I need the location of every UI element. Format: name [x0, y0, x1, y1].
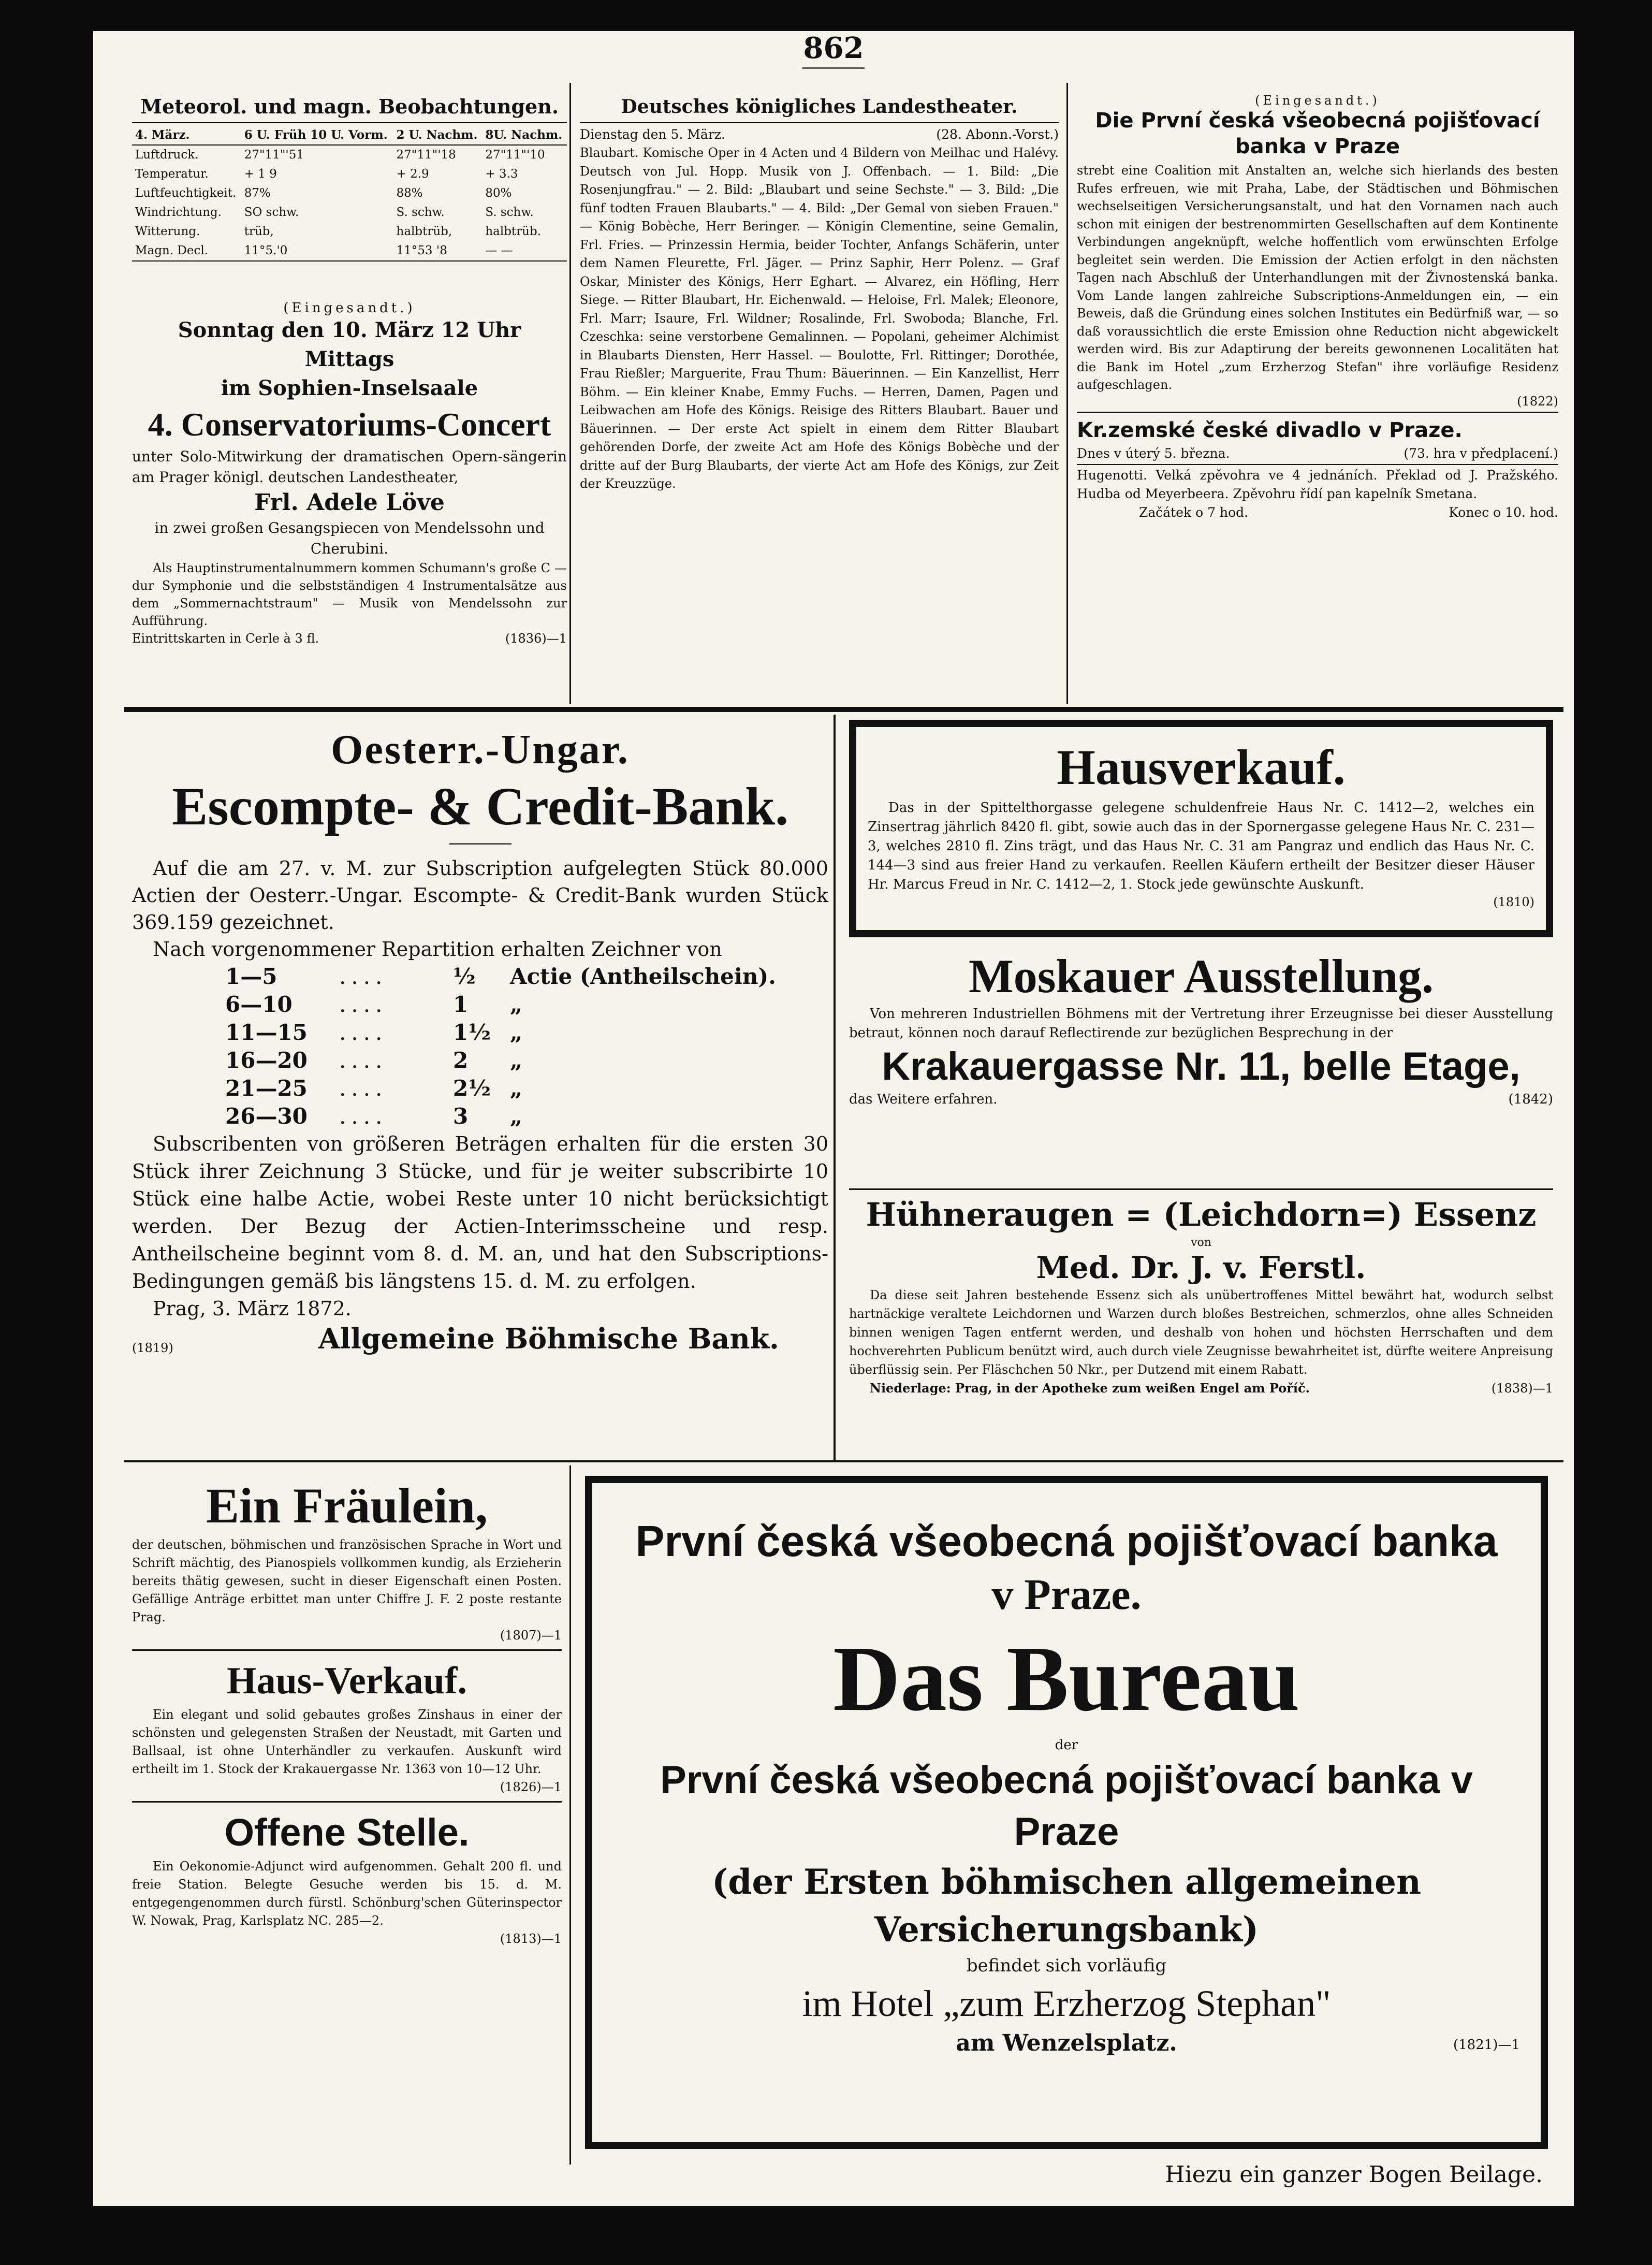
bank-date: Prag, 3. März 1872.	[153, 1297, 352, 1320]
column-divider	[1066, 83, 1068, 704]
meteo-table	[132, 125, 567, 262]
rule	[1077, 464, 1558, 465]
table-cell: + 1 9	[244, 167, 277, 181]
bank-signature: Allgemeine Böhmische Bank.	[318, 1322, 779, 1355]
ad-number: (1822)	[1517, 394, 1558, 409]
table-cell: 27"11"'18	[396, 148, 456, 162]
czech-theater-count: (73. hra v předplacení.)	[1404, 445, 1558, 461]
theater-abonn: (28. Abonn.-Vorst.)	[936, 127, 1059, 142]
table-cell: Actie (Antheilschein).	[510, 964, 776, 989]
rule	[1077, 412, 1558, 413]
bank-ad	[132, 725, 828, 1358]
table-row	[225, 1047, 828, 1075]
table-cell: „	[510, 992, 523, 1017]
prvni-body: strebt eine Coalition mit Anstalten an, welche sich hierlands des besten Rufes erfreuen, wie mit Praha, Labe, der Städtischen und Böhmischen wechselseitigen Versicherungsanstalt, und hat den Vornamen nach auch schon mit einigen der bestrenommirten Gesellschaften auf dem Kontinente Verbindungen angeknüpft, welche hoffentlich vom erwünschten Erfolge begleitet sein werden. Die Emission der Actien erfolgt in den nächsten Tagen nach Abschluß der Unterhandlungen mit der Živnostenská banka. Vom Lande langen zahlreiche Subscriptions-Anmeldungen ein, — ein Beweis, daß die Gründung eines solchen Institutes ein Bedürfniß war, — so daß voraussichtlich die erste Emission ohne Reduction nicht abgewickelt werden wird. Bis zur Adaptirung der bereits gewonnenen Localitäten hat die Bank im Hotel „zum Erzherzog Stefan" ihre vorläufige Residenz aufgeschlagen.	[1077, 163, 1558, 392]
eingesandt-label: (Eingesandt.)	[1255, 93, 1380, 108]
table-cell: Temperatur.	[135, 167, 209, 181]
moskauer-ad	[849, 948, 1553, 1108]
concert-venue: im Sophien-Inselsaale	[221, 376, 478, 400]
bureau-line7: am Wenzelsplatz.	[956, 2030, 1177, 2056]
table-cell: 1	[453, 992, 469, 1017]
haus-verkauf-body: Ein elegant und solid gebautes großes Zinshaus in einer der schönsten und gelegensten Straßen der Neustadt, mit Garten und Ballsaal, ist ohne Unterhändler zu verkaufen. Auskunft wird ertheilt im 1. Stock der Krakauergasse Nr. 1363 von 10—12 Uhr.	[132, 1707, 562, 1776]
prvni-title: Die První česká všeobecná pojišťovací banka v Praze	[1095, 109, 1540, 158]
huehner-von: von	[1191, 1236, 1211, 1249]
table-row	[225, 1075, 828, 1102]
table-cell: 1½	[453, 1020, 491, 1045]
meteo-header: 2 U. Nachm.	[396, 128, 478, 142]
table-cell: Magn. Decl.	[135, 244, 209, 257]
concert-footer: Eintrittskarten in Cerle à 3 fl.	[132, 631, 319, 646]
bureau-title: Das Bureau	[833, 1627, 1300, 1730]
huehner-body: Da diese seit Jahren bestehende Essenz sich als unübertroffenes Mittel bewährt hat, wodurch selbst hartnäckige veraltete Leichdornen und Warzen durch bloßes Bestreichen, schmerzlos, ohne alles Schneiden binnen wenigen Tagen entfernt werden, und deshalb von hohen und höchsten Herrschaften und dem hochverehrten Publicum benützt wird, auch durch viele Zeugnisse bewahrheitet ist, dürfte weitere Anpreisung überflüssig sein. Per Fläschchen 50 Nkr., per Dutzend mit einem Rabatt.	[849, 1288, 1553, 1377]
table-row	[132, 184, 567, 203]
bureau-der: der	[1055, 1737, 1078, 1753]
concert-body: Als Hauptinstrumentalnummern kommen Schumann's große C — dur Symphonie und die selbstständigen 4 Instrumentalsätze aus dem „Sommernachtstraum" — Musik von Mendelssohn zur Aufführung.	[132, 561, 567, 628]
theater-date: Dienstag den 5. März.	[580, 127, 725, 142]
table-cell: ....	[339, 1048, 388, 1073]
table-cell: — —	[485, 244, 513, 257]
bureau-ad	[585, 1476, 1548, 2149]
table-cell: + 3.3	[485, 167, 518, 181]
bureau-line6: im Hotel „zum Erzherzog Stephan"	[802, 1983, 1331, 2024]
rule	[849, 1188, 1553, 1190]
table-cell: ....	[339, 1104, 388, 1129]
table-cell: ....	[339, 1076, 388, 1101]
meteo-header: 4. März.	[135, 128, 190, 142]
ad-number: (1838)—1	[1491, 1381, 1553, 1396]
ad-number: (1821)—1	[1453, 2037, 1520, 2053]
bank-repart: Nach vorgenommener Repartition erhalten Zeichner von	[153, 938, 722, 961]
table-row	[132, 145, 567, 165]
rule	[132, 122, 567, 123]
moskauer-tail: das Weitere erfahren.	[849, 1092, 998, 1107]
table-cell: 16—20	[225, 1048, 308, 1073]
table-cell: Windrichtung.	[135, 206, 222, 219]
ad-number: (1826)—1	[500, 1780, 562, 1794]
table-cell: 11°53 '8	[396, 244, 447, 257]
table-cell: „	[510, 1076, 523, 1101]
meteo-title: Meteorol. und magn. Beobachtungen.	[140, 95, 559, 118]
newspaper-page	[93, 31, 1574, 2206]
moskauer-body: Von mehreren Industriellen Böhmens mit der Vertretung ihrer Erzeugnisse bei dieser Ausstellung betraut, können noch darauf Reflectirende zur bezüglichen Besprechung in der	[849, 1006, 1553, 1041]
bank-title: Oesterr.-Ungar.	[331, 727, 630, 773]
table-cell: 1—5	[225, 964, 277, 989]
hausverkauf-body: Das in der Spittelthorgasse gelegene schuldenfreie Haus Nr. C. 1412—2, welches ein Zinsertrag jährlich 8420 fl. gibt, sowie auch das in der Spornergasse gelegene Haus Nr. C. 231—3, welches 2810 fl. Zins trägt, und das Haus Nr. C. 31 am Pangraz und endlich das Haus Nr. C. 144—3 sind aus freier Hand zu verkaufen. Reellen Käufern ertheilt der Besitzer dieser Häuser Hr. Marcus Freud in Nr. C. 1412—2, 1. Stock jede gewünschte Auskunft.	[868, 800, 1534, 892]
czech-theater-title: Kr.zemské české divadlo v Praze.	[1077, 418, 1463, 442]
czech-theater-end: Konec o 10. hod.	[1449, 504, 1558, 520]
table-cell: 6—10	[225, 992, 293, 1017]
meteo-header: 6 U. Früh 10 U. Vorm.	[244, 128, 388, 142]
table-row	[225, 1102, 828, 1130]
offene-title: Offene Stelle.	[224, 1811, 470, 1854]
table-cell: „	[510, 1048, 523, 1073]
table-row	[132, 203, 567, 222]
theater-title: Deutsches königliches Landestheater.	[621, 96, 1018, 118]
lower-left-column	[132, 1476, 562, 1948]
section-divider	[124, 707, 1563, 712]
bank-body: Subscribenten von größeren Beträgen erhalten für die ersten 30 Stück ihrer Zeichnung 3 Stücke, und für je weiter subscribirte 10 Stück eine halbe Actie, wobei Reste unter 10 nicht berücksichtigt werden. Der Bezug der Actien-Interimsscheine und resp. Antheilscheine beginnt vom 8. d. M. an, und hat den Subscriptions-Bedingungen gemäß bis längstens 15. d. M. zu erfolgen.	[132, 1132, 828, 1293]
huehner-niederlage: Niederlage: Prag, in der Apotheke zum weißen Engel am Poříč.	[870, 1381, 1310, 1396]
table-cell: trüb,	[244, 225, 274, 238]
concert-title: 4. Conservatoriums-Concert	[148, 406, 551, 443]
column-divider	[569, 1465, 571, 2165]
table-cell: ½	[453, 964, 476, 989]
table-row	[132, 165, 567, 184]
table-cell: + 2.9	[396, 167, 429, 181]
ad-number: (1842)	[1508, 1092, 1553, 1107]
concert-ad	[132, 300, 567, 647]
table-cell: „	[510, 1020, 523, 1045]
table-cell: S. schw.	[485, 206, 534, 219]
table-cell: 2½	[453, 1076, 491, 1101]
table-row	[132, 241, 567, 261]
bank-intro: Auf die am 27. v. M. zur Subscription aufgelegten Stück 80.000 Actien der Oesterr.-Ungar. Escompte- & Credit-Bank wurden Stück 369.159 gezeichnet.	[132, 857, 828, 934]
concert-body: unter Solo-Mitwirkung der dramatischen Opern-sängerin am Prager königl. deutschen Landestheater,	[132, 448, 567, 486]
table-cell: 11°5.'0	[244, 244, 288, 257]
prvni-notice	[1077, 93, 1558, 522]
bureau-line3: První česká všeobecná pojišťovací banka v Praze	[660, 1758, 1473, 1854]
section-divider	[124, 1460, 1563, 1462]
table-cell: 3	[453, 1104, 469, 1129]
hausverkauf-ad	[849, 720, 1553, 937]
ad-number: (1807)—1	[500, 1628, 562, 1643]
table-cell: 11—15	[225, 1020, 308, 1045]
bank-title: Escompte- & Credit-Bank.	[171, 777, 789, 836]
ad-number: (1813)—1	[500, 1932, 562, 1946]
meteo-block	[132, 93, 567, 262]
fraeulein-body: der deutschen, böhmischen und französischen Sprache in Wort und Schrift mächtig, des Pianospiels vollkommen kundig, als Erzieherin bereits thätig gewesen, sucht in dieser Eigenschaft einen Posten. Gefällige Anträge erbittet man unter Chiffre J. F. 2 poste restante Prag.	[132, 1537, 562, 1624]
rule	[132, 1801, 562, 1803]
page-number-underline	[802, 67, 865, 69]
czech-theater-date: Dnes v úterý 5. března.	[1077, 445, 1230, 461]
table-cell: „	[510, 1104, 523, 1129]
concert-date: Sonntag den 10. März 12 Uhr Mittags	[178, 318, 521, 371]
table-row	[225, 1019, 828, 1047]
table-cell: 26—30	[225, 1104, 308, 1129]
column-divider	[834, 715, 836, 1460]
table-cell: S. schw.	[396, 206, 445, 219]
table-cell: ....	[339, 1020, 388, 1045]
table-row	[225, 963, 828, 991]
table-cell: 87%	[244, 186, 271, 200]
ad-number: (1819)	[132, 1341, 173, 1355]
table-cell: 27"11"'51	[244, 148, 304, 162]
rule	[580, 122, 1059, 123]
footer-note: Hiezu ein ganzer Bogen Beilage.	[1165, 2161, 1543, 2188]
table-cell: 27"11"'10	[485, 148, 545, 162]
ad-number: (1810)	[1493, 895, 1534, 909]
huehner-author: Med. Dr. J. v. Ferstl.	[1036, 1250, 1366, 1285]
haus-verkauf-title: Haus-Verkauf.	[227, 1660, 467, 1702]
table-cell: 80%	[485, 186, 512, 200]
huehner-title: Hühneraugen = (Leichdorn=) Essenz	[866, 1196, 1537, 1233]
table-cell: Luftdruck.	[135, 148, 199, 162]
table-cell: SO schw.	[244, 206, 299, 219]
table-cell: ....	[339, 992, 388, 1017]
rule	[132, 1649, 562, 1651]
theater-column	[580, 93, 1059, 493]
table-cell: Witterung.	[135, 225, 200, 238]
moskauer-address: Krakauergasse Nr. 11, belle Etage,	[882, 1044, 1521, 1088]
bureau-line1: První česká všeobecná pojišťovací banka	[635, 1517, 1498, 1565]
offene-body: Ein Oekonomie-Adjunct wird aufgenommen. Gehalt 200 fl. und freie Station. Belegte Gesuche werden bis 15. d. M. entgegengenommen durch fürstl. Schönburg'schen Güterinspector W. Nowak, Prag, Karlsplatz NC. 285—2.	[132, 1859, 562, 1928]
huehner-ad	[849, 1194, 1553, 1398]
concert-singer: Frl. Adele Löve	[254, 489, 445, 516]
table-row	[132, 222, 567, 241]
table-cell: halbtrüb,	[396, 225, 452, 238]
czech-theater-start: Začátek o 7 hod.	[1139, 504, 1249, 520]
czech-theater-body: Hugenotti. Velká zpěvohra ve 4 jednáních. Překlad od J. Pražského. Hudba od Meyerbeera. Zpěvohru řídí pan kapelník Smetana.	[1077, 467, 1558, 501]
theater-body: Blaubart. Komische Oper in 4 Acten und 4 Bildern von Meilhac und Halévy. Deutsch von Jul. Hopp. Musik von J. Offenbach. — 1. Bild: „Die Rosenjungfrau." — 2. Bild: „Blaubart und seine Sechste." — 3. Bild: „Die fünf todten Frauen Blaubarts." — 4. Bild: „Der Gemal von sieben Frauen." — König Bobèche, Herr Beringer. — Königin Clementine, seine Gemalin, Frl. Fries. — Prinzessin Hermia, beider Tochter, Anfangs Schäferin, unter dem Namen Fleurette, Frl. Jäger. — Prinz Saphir, Herr Polenz. — Graf Oskar, Minister des Königs, Herr Eghart. — Alvarez, ein Höfling, Herr Siege. — Ritter Blaubart, Hr. Eichenwald. — Heloise, Frl. Malek; Eleonore, Frl. Marr; Isaure, Frl. Wildner; Rosalinde, Frl. Swoboda; Blanche, Frl. Czeschka: seine verstorbene Gemalinnen. — Popolani, geheimer Alchimist in Blaubarts Diensten, Herr Hassel. — Boulotte, Frl. Rittinger; Dorothée, Frau Rießler; Marguerite, Frau Thum: Bäuerinnen. — Ein Kanzellist, Herr Böhm. — Ein kleiner Knabe, Emmy Fuchs. — Herren, Damen, Pagen und Leibwachen am Hofe des Königs. Reisige des Ritters Blaubart. Bauer und Bäuerinnen. — Der erste Act spielt in einem dem Ritter Blaubart gehörenden Dorfe, der zweite Act am Hofe des Königs Bobèche und der dritte auf der Burg Blaubarts, der vierte Act am Hofe des Königs, zur Zeit der Kreuzzüge.	[580, 146, 1059, 491]
table-cell: Luftfeuchtigkeit.	[135, 186, 237, 200]
rule	[449, 843, 511, 845]
hausverkauf-title: Hausverkauf.	[1057, 739, 1346, 795]
fraeulein-title: Ein Fräulein,	[206, 1478, 488, 1533]
meteo-header: 8U. Nachm.	[485, 128, 563, 142]
table-cell: ....	[339, 964, 388, 989]
bureau-line5: befindet sich vorläufig	[966, 1955, 1167, 1976]
ad-number: (1836)—1	[505, 631, 567, 646]
eingesandt-label: (Eingesandt.)	[283, 300, 416, 316]
bureau-line2: v Praze.	[991, 1571, 1142, 1619]
concert-body: in zwei großen Gesangspiecen von Mendelssohn und Cherubini.	[154, 519, 545, 557]
table-cell: 2	[453, 1048, 469, 1073]
table-row	[225, 991, 828, 1019]
bureau-line4: (der Ersten böhmischen allgemeinen Versicherungsbank)	[711, 1862, 1422, 1950]
moskauer-title: Moskauer Ausstellung.	[968, 950, 1434, 1003]
table-cell: 88%	[396, 186, 423, 200]
column-divider	[569, 83, 571, 704]
table-cell: 21—25	[225, 1076, 308, 1101]
table-cell: halbtrüb.	[485, 225, 542, 238]
page-number: 862	[803, 31, 864, 65]
